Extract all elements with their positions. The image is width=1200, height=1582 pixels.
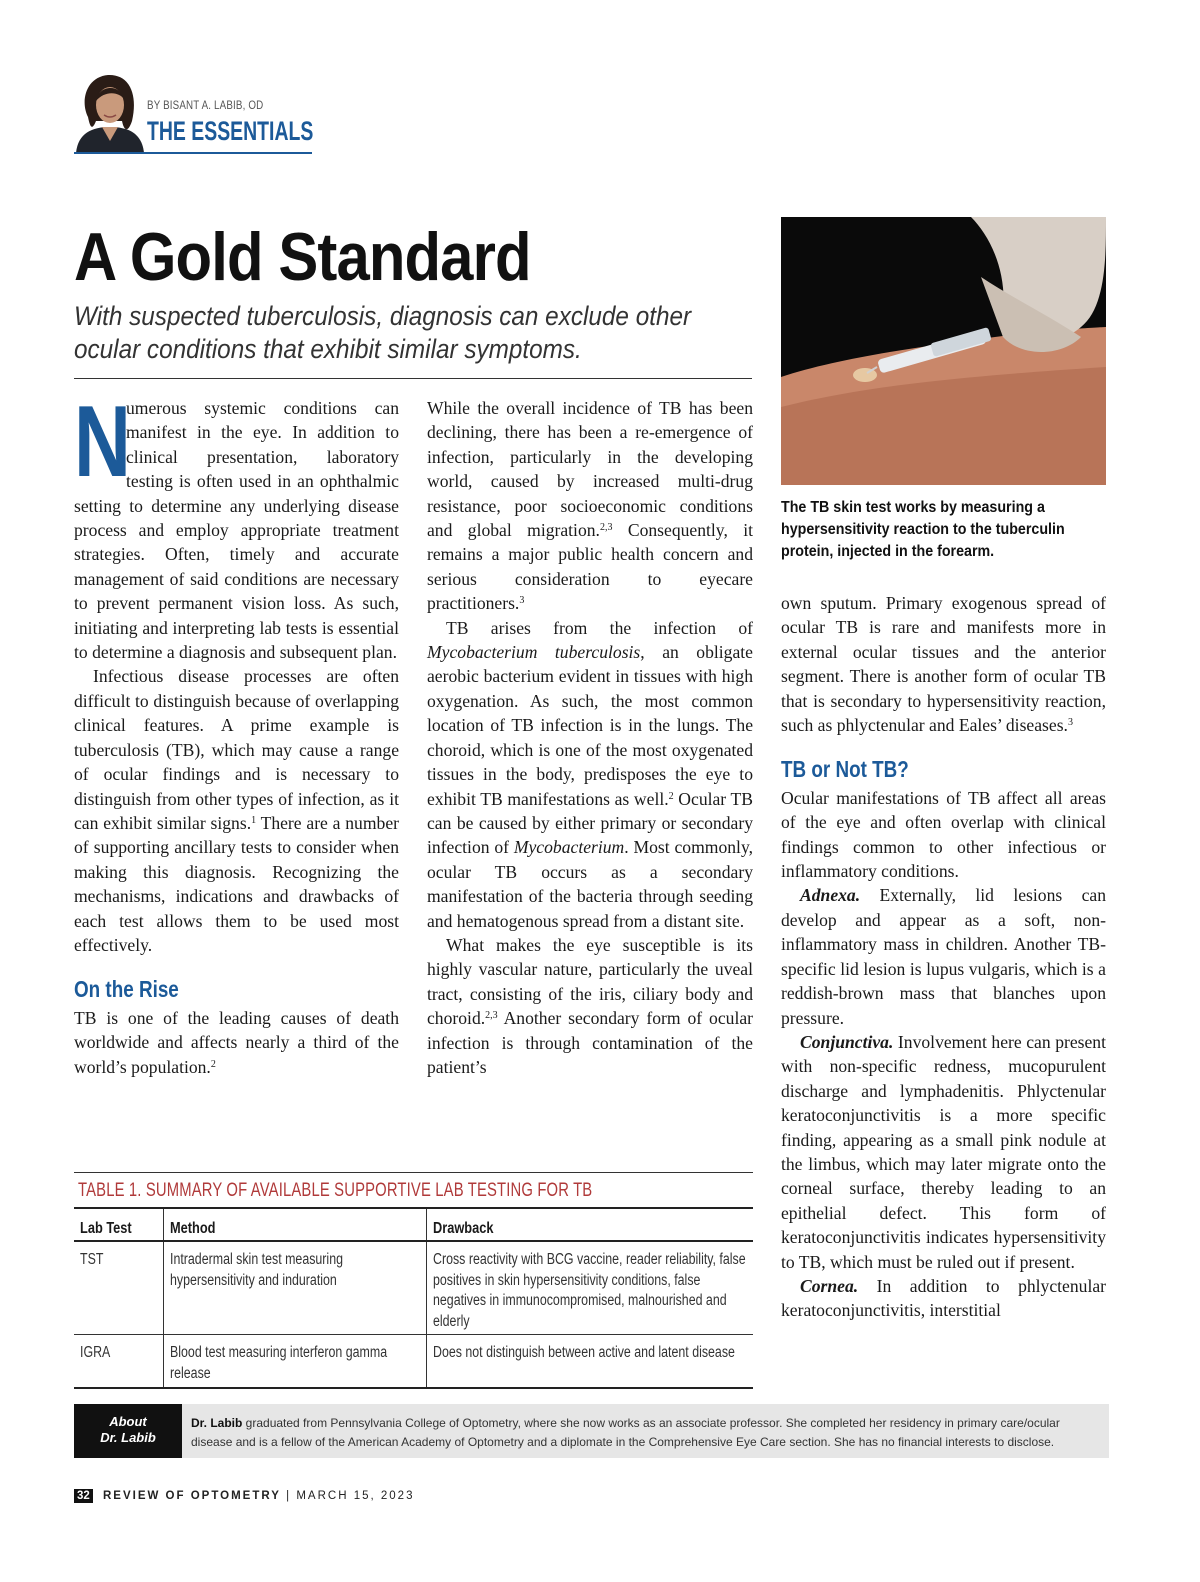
cell-text: Lab Test bbox=[80, 1219, 132, 1237]
reference-marker: 3 bbox=[1067, 717, 1073, 729]
issue-date: MARCH 15, 2023 bbox=[296, 1490, 415, 1502]
table-row bbox=[74, 1335, 753, 1388]
table-row bbox=[74, 1241, 753, 1335]
lab-testing-table bbox=[74, 1207, 753, 1389]
page-footer bbox=[74, 1489, 414, 1503]
lead-in: Cornea. bbox=[800, 1275, 859, 1296]
footer-separator: | bbox=[286, 1490, 292, 1502]
table-cell bbox=[74, 1241, 163, 1335]
column-2 bbox=[427, 396, 753, 1079]
author-portrait bbox=[74, 71, 146, 153]
paragraph: Ocular manifestations of TB affect all areas of the eye and often overlap with clinical findings common to other infectious or inflammatory conditions. bbox=[781, 787, 1106, 882]
paragraph bbox=[781, 591, 1106, 737]
reference-marker: 2 bbox=[668, 790, 674, 802]
header-rule bbox=[74, 152, 312, 154]
drop-cap: N bbox=[74, 386, 131, 498]
table-cell bbox=[426, 1335, 753, 1388]
about-label bbox=[74, 1404, 182, 1458]
paragraph-text: While the overall incidence of TB has been declining, there has been a re-emergence of infection, particularly in the developing world, caused by increased multi-drug resistance, poor socioeconomic conditions and global migration. bbox=[427, 398, 753, 541]
author-name: Dr. Labib bbox=[191, 1416, 243, 1430]
about-label-line: Dr. Labib bbox=[100, 1430, 156, 1445]
paragraph-text: TB is one of the leading causes of death worldwide and affects nearly a third of the world’s population. bbox=[74, 1007, 399, 1077]
paragraph-text: Consequently, it remains a major public health concern and serious consideration to eyecare practitioners. bbox=[427, 520, 753, 614]
title-rule bbox=[74, 378, 752, 379]
cell-text: Blood test measuring interferon gamma release bbox=[169, 1344, 387, 1382]
subhead-on-the-rise: On the Rise bbox=[74, 976, 179, 1003]
paragraph bbox=[74, 1006, 399, 1079]
paragraph-text: In addition to phlyctenular keratoconjunctivitis, interstitial bbox=[781, 1275, 1106, 1321]
table-header-cell bbox=[163, 1208, 426, 1241]
paragraph bbox=[427, 933, 753, 1079]
species-name: Mycobacterium tuberculosis bbox=[427, 642, 641, 663]
cell-text: Method bbox=[169, 1219, 215, 1237]
reference-marker: 3 bbox=[519, 595, 525, 607]
column-3 bbox=[781, 591, 1106, 1323]
table-top-rule bbox=[74, 1172, 753, 1173]
table-header-row bbox=[74, 1208, 753, 1241]
table-header-cell bbox=[74, 1208, 163, 1241]
cell-text: Cross reactivity with BCG vaccine, reader reliability, false positives in skin hypersensitivity conditions, false negatives in immunocompromised, malnourished and elderly bbox=[432, 1251, 746, 1330]
paragraph bbox=[781, 1030, 1106, 1274]
paragraph-text: own sputum. Primary exogenous spread of ocular TB is rare and manifests more in external ocular tissues and the anterior segment. There is another form of ocular TB that is secondary to hypersensitivity reaction, such as phlyctenular and Eales’ diseases. bbox=[781, 593, 1106, 736]
reference-marker: 2,3 bbox=[599, 522, 613, 534]
table-cell bbox=[163, 1335, 426, 1388]
table-header-cell bbox=[426, 1208, 753, 1241]
section-name: THE ESSENTIALS bbox=[147, 116, 314, 146]
cell-text: Drawback bbox=[432, 1219, 493, 1237]
table-title: TABLE 1. SUMMARY OF AVAILABLE SUPPORTIVE LAB TESTING FOR TB bbox=[78, 1180, 593, 1201]
table-cell bbox=[426, 1241, 753, 1335]
reference-marker: 2 bbox=[210, 1058, 216, 1070]
paragraph bbox=[427, 616, 753, 933]
paragraph bbox=[427, 396, 753, 616]
paragraph bbox=[74, 386, 399, 664]
paragraph-text: Ocular TB can be caused by either primary or secondary infection of bbox=[427, 788, 753, 858]
paragraph-text: What makes the eye susceptible is its highly vascular nature, particularly the uveal tract, consisting of the iris, ciliary body and choroid. bbox=[427, 934, 753, 1029]
cell-text: TST bbox=[80, 1251, 104, 1268]
page-number: 32 bbox=[74, 1489, 93, 1503]
genus-name: Mycobacterium bbox=[513, 837, 625, 858]
about-label-line: About bbox=[109, 1414, 147, 1429]
cell-text: IGRA bbox=[80, 1344, 111, 1361]
byline: BY BISANT A. LABIB, OD bbox=[147, 100, 264, 112]
lead-in: Conjunctiva. bbox=[800, 1031, 894, 1052]
paragraph bbox=[74, 664, 399, 957]
cell-text: Intradermal skin test measuring hypersensitivity and induration bbox=[169, 1251, 343, 1289]
about-body: graduated from Pennsylvania College of Optometry, where she now works as an associate professor. She completed her residency in primary care/ocular disease and is a fellow of the American Academy of Optometry and a diplomate in the Comprehensive Eye Care section. She has no financial interests to disclose. bbox=[191, 1416, 1060, 1449]
lead-in: Adnexa. bbox=[800, 885, 861, 906]
table-cell bbox=[163, 1241, 426, 1335]
paragraph-text: Infectious disease processes are often difficult to distinguish because of overlapping clinical features. A prime example is tuberculosis (TB), which may cause a range of ocular findings and is necessary to distinguish from other types of infection, as it can exhibit similar signs. bbox=[74, 666, 399, 833]
table-cell bbox=[74, 1335, 163, 1388]
about-text bbox=[191, 1414, 1101, 1452]
column-1 bbox=[74, 386, 399, 1079]
paragraph-text: . Most commonly, ocular TB occurs as a secondary manifestation of the bacteria through seeding and hematogenous spread from a distant site. bbox=[427, 837, 753, 931]
about-author-box bbox=[74, 1404, 1109, 1458]
publication-name: REVIEW OF OPTOMETRY bbox=[103, 1490, 281, 1502]
paragraph-text: Externally, lid lesions can develop and appear as a soft, non-inflammatory mass in children. Another TB-specific lid lesion is lupus vulgaris, which is a reddish-brown mass that blanches upon pressure. bbox=[781, 885, 1106, 1028]
paragraph-text: Another secondary form of ocular infection is through contamination of the patient’s bbox=[427, 1008, 753, 1077]
article-title: A Gold Standard bbox=[74, 219, 531, 295]
paragraph-text: There are a number of supporting ancillary tests to consider when making this diagnosis. Recognizing the mechanisms, indications and drawbacks of each test allows them to be used most effectively. bbox=[74, 812, 399, 955]
paragraph-text: umerous systemic conditions can manifest in the eye. In addition to clinical presentation, laboratory testing is often used in an ophthalmic setting to determine any underlying disease process and employ appropriate treatment strategies. Often, timely and accurate management of said conditions are necessary to prevent permanent vision loss. As such, initiating and interpreting lab tests is essential to determine a diagnosis and subsequent plan. bbox=[74, 398, 399, 663]
paragraph-text: TB arises from the infection of bbox=[446, 617, 753, 638]
paragraph bbox=[781, 1274, 1106, 1323]
subhead-tb-or-not-tb: TB or Not TB? bbox=[781, 756, 909, 783]
tb-skin-test-photo bbox=[781, 217, 1106, 485]
paragraph-text: , an obligate aerobic bacterium evident in tissues with high oxygenation. As such, the most common location of TB infection is in the lungs. The choroid, which is one of the most oxygenated tissues in the body, predisposes the eye to exhibit TB manifestations as well. bbox=[427, 642, 753, 809]
article-subtitle: With suspected tuberculosis, diagnosis can exclude other ocular conditions that exhibit similar symptoms. bbox=[74, 301, 692, 364]
cell-text: Does not distinguish between active and latent disease bbox=[432, 1344, 735, 1361]
paragraph-text: Involvement here can present with non-specific redness, mucopurulent discharge and lymphadenitis. Phlyctenular keratoconjunctivitis is a more specific finding, appearing as a small pink nodule at the limbus, which may later migrate onto the corneal surface, thereby leading to an epithelial defect. This form of keratoconjunctivitis indicates hypersensitivity to TB, which must be ruled out if present. bbox=[781, 1031, 1106, 1272]
reference-marker: 2,3 bbox=[485, 1010, 498, 1022]
paragraph bbox=[781, 883, 1106, 1029]
figure-caption: The TB skin test works by measuring a hypersensitivity reaction to the tuberculin protein, injected in the forearm. bbox=[781, 499, 1065, 560]
reference-marker: 1 bbox=[251, 814, 257, 826]
